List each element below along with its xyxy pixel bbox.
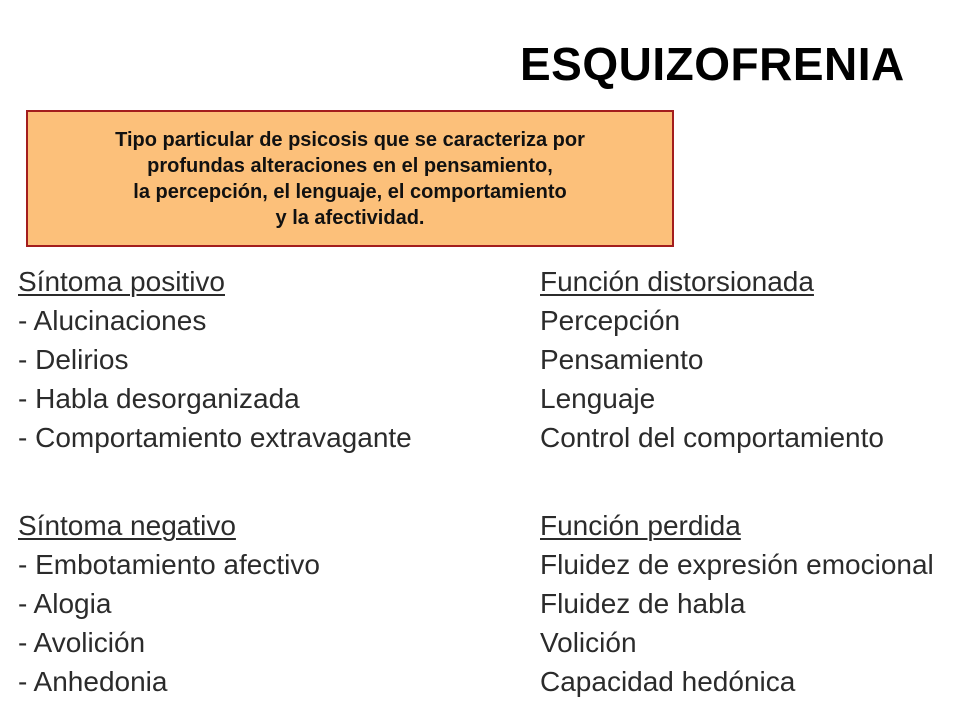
lost-function-item: Volición [540,627,637,658]
negative-symptom-item: - Embotamiento afectivo [18,549,320,580]
lost-functions-section [540,506,934,701]
positive-symptom-item: - Alucinaciones [18,305,207,336]
lost-functions-heading: Función perdida [540,510,741,541]
definition-line: la percepción, el lenguaje, el comportamiento [133,180,567,203]
lost-function-item: Capacidad hedónica [540,666,796,697]
negative-symptom-item: - Alogia [18,588,112,619]
page-title: ESQUIZOFRENIA [520,38,905,90]
positive-symptoms-section [18,262,412,457]
positive-symptom-item: - Delirios [18,344,129,375]
distorted-function-item: Control del comportamiento [540,422,884,453]
distorted-function-item: Pensamiento [540,344,704,375]
distorted-functions-heading: Función distorsionada [540,266,814,297]
negative-symptom-item: - Avolición [18,627,146,658]
definition-line: Tipo particular de psicosis que se caracteriza por [115,128,585,151]
positive-symptoms-heading: Síntoma positivo [18,266,225,297]
lost-function-item: Fluidez de habla [540,588,746,619]
negative-symptom-item: - Anhedonia [18,666,168,697]
definition-line: profundas alteraciones en el pensamiento, [147,154,553,177]
negative-symptoms-heading: Síntoma negativo [18,510,236,541]
distorted-function-item: Lenguaje [540,383,656,414]
positive-symptom-item: - Comportamiento extravagante [18,422,412,453]
lost-function-item: Fluidez de expresión emocional [540,549,934,580]
distorted-functions-section [540,262,884,457]
distorted-function-item: Percepción [540,305,681,336]
negative-symptoms-section [18,506,320,701]
positive-symptom-item: - Habla desorganizada [18,383,300,414]
definition-line: y la afectividad. [275,206,425,229]
definition-box [26,110,674,247]
